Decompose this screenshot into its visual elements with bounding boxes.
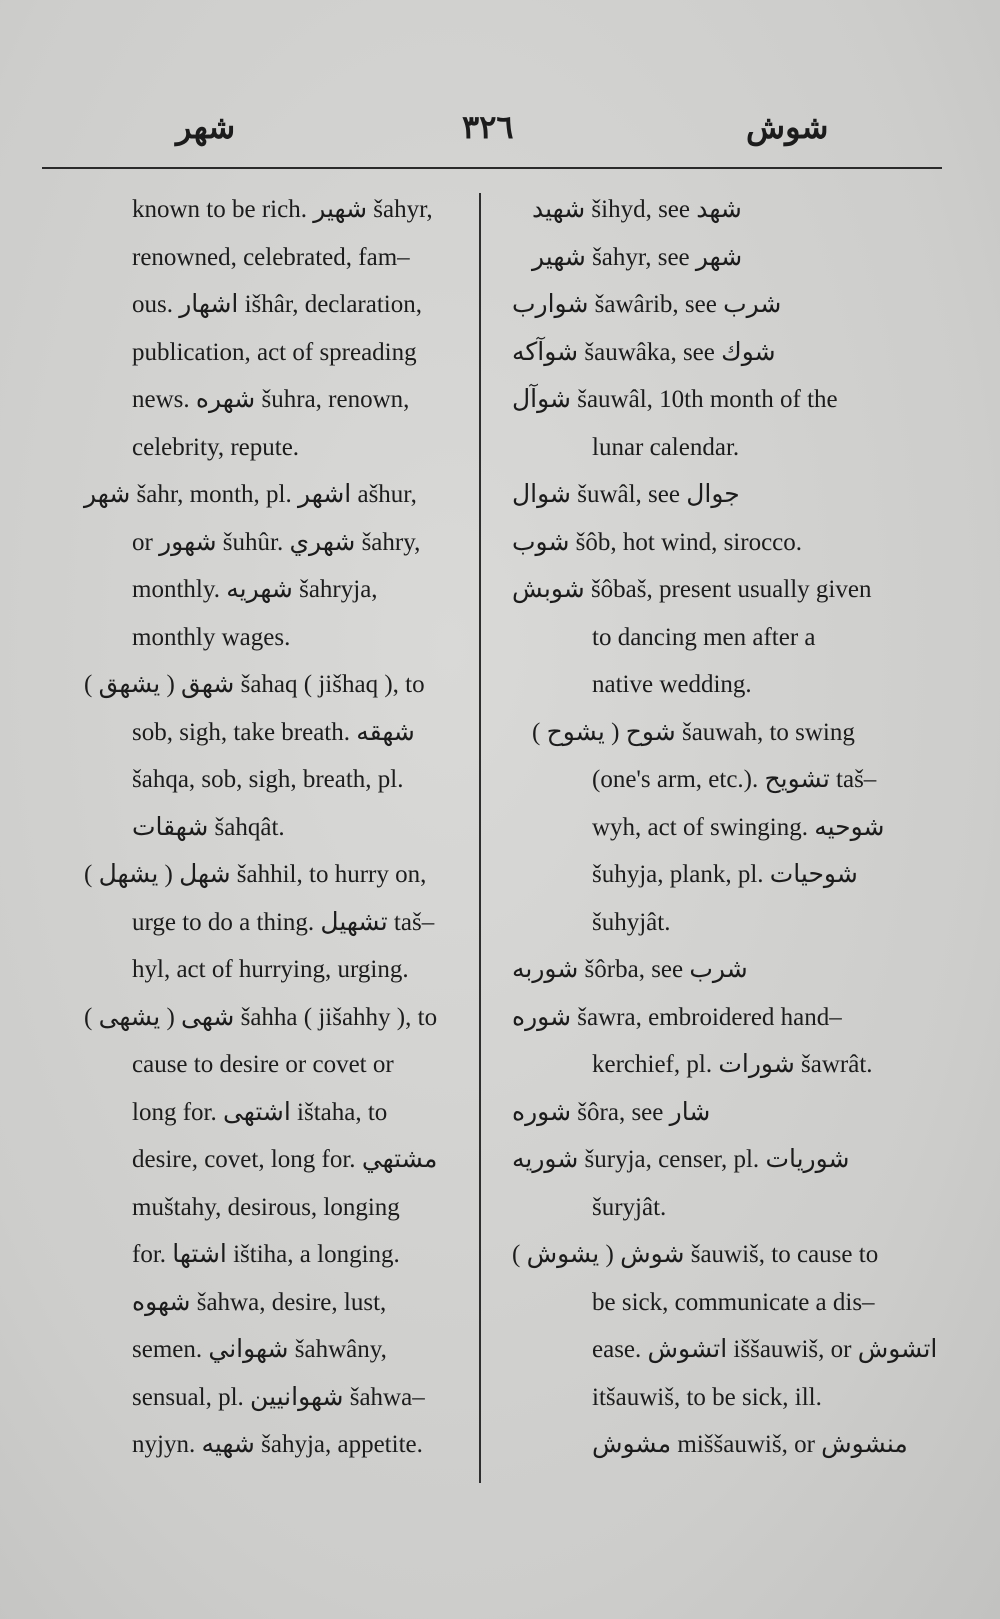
entry-line: for. اشتها ištiha, a longing. xyxy=(132,1241,400,1268)
running-head-right: شوش xyxy=(746,108,829,146)
entry-line: شوآكه šauwâka, see شوك xyxy=(512,338,776,366)
entry-line: celebrity, repute. xyxy=(132,433,300,461)
entry-line: news. شهره šuhra, renown, xyxy=(132,386,410,413)
entry-line: sensual, pl. شهوانيين šahwa– xyxy=(132,1383,425,1411)
entry-line: šahqa, sob, sigh, breath, pl. xyxy=(132,766,404,793)
entry-line: monthly wages. xyxy=(132,623,291,651)
entry-line: known to be rich. شهير šahyr, xyxy=(132,196,433,223)
entry-line: šuryjât. xyxy=(592,1193,667,1221)
entry-line: شهير šahyr, see شهر xyxy=(532,243,743,271)
header-rule xyxy=(42,167,942,169)
entry-line: or شهور šuhûr. شهري šahry, xyxy=(132,528,421,556)
entry-line: to dancing men after a xyxy=(592,623,816,651)
entry-line: شوره šawra, embroidered hand– xyxy=(512,1003,842,1031)
page-number: ٣٢٦ xyxy=(462,108,514,146)
entry-line: شوال šuwâl, see جوال xyxy=(512,481,740,508)
entry-line: wyh, act of swinging. شوحيه xyxy=(592,813,885,841)
entry-line: muštahy, desirous, longing xyxy=(132,1193,400,1221)
entry-line: cause to desire or covet or xyxy=(132,1051,394,1078)
entry-line: publication, act of spreading xyxy=(132,338,417,366)
right-column xyxy=(512,186,952,1469)
entry-line: شهوه šahwa, desire, lust, xyxy=(132,1288,387,1316)
entry-line: long for. اشتهى ištaha, to xyxy=(132,1098,388,1126)
entry-line: be sick, communicate a dis– xyxy=(592,1288,875,1316)
entry-line: ease. اتشوش iššauwiš, or اتشوش xyxy=(592,1336,938,1363)
entry-line: شوربه šôrba, see شرب xyxy=(512,956,748,983)
entry-line: desire, covet, long for. مشتهي xyxy=(132,1146,438,1173)
entry-line: شهقات šahqât. xyxy=(132,813,285,841)
entry-line: شهيد šihyd, see شهد xyxy=(532,196,742,223)
entry-line: kerchief, pl. شورات šawrât. xyxy=(592,1051,873,1078)
entry-line: مشوش miššauwiš, or منشوش xyxy=(592,1431,908,1458)
entry-line: شوآل šauwâl, 10th month of the xyxy=(512,386,838,413)
entry-line: nyjyn. شهيه šahyja, appetite. xyxy=(132,1431,423,1458)
column-divider xyxy=(479,193,481,1483)
entry-line: šuhyjât. xyxy=(592,908,671,936)
entry-line: شهل ( يشهل ) šahhil, to hurry on, xyxy=(84,861,427,888)
entry-line: itšauwiš, to be sick, ill. xyxy=(592,1383,822,1411)
entry-line: (one's arm, etc.). تشويح taš– xyxy=(592,766,877,793)
entry-line: شوريه šuryja, censer, pl. شوريات xyxy=(512,1146,850,1173)
entry-line: شوش ( يشوش ) šauwiš, to cause to xyxy=(512,1241,879,1268)
entry-line: native wedding. xyxy=(592,671,752,698)
entry-line: lunar calendar. xyxy=(592,433,740,461)
entry-line: شهى ( يشهى ) šahha ( jišahhy ), to xyxy=(84,1003,438,1031)
entry-line: monthly. شهريه šahryja, xyxy=(132,576,378,603)
entry-line: ous. اشهار išhâr, declaration, xyxy=(132,291,422,318)
entry-line: شوبش šôbaš, present usually given xyxy=(512,576,872,603)
entry-line: šuhyja, plank, pl. شوحيات xyxy=(592,861,858,888)
entry-line: شوارب šawârib, see شرب xyxy=(512,291,782,318)
entry-line: semen. شهواني šahwâny, xyxy=(132,1336,387,1363)
entry-line: شهر šahr, month, pl. اشهر ašhur, xyxy=(84,481,417,508)
running-head-left: شهر xyxy=(176,108,236,146)
left-column xyxy=(84,186,479,1469)
entry-line: شوب šôb, hot wind, sirocco. xyxy=(512,528,803,556)
entry-line: renowned, celebrated, fam– xyxy=(132,243,410,271)
entry-line: sob, sigh, take breath. شهقه xyxy=(132,718,415,746)
entry-line: hyl, act of hurrying, urging. xyxy=(132,956,409,983)
entry-line: شوره šôra, see شار xyxy=(512,1098,711,1126)
entry-line: urge to do a thing. تشهيل taš– xyxy=(132,908,435,936)
entry-line: شوح ( يشوح ) šauwah, to swing xyxy=(532,718,855,746)
entry-line: شهق ( يشهق ) šahaq ( jišhaq ), to xyxy=(84,671,425,698)
